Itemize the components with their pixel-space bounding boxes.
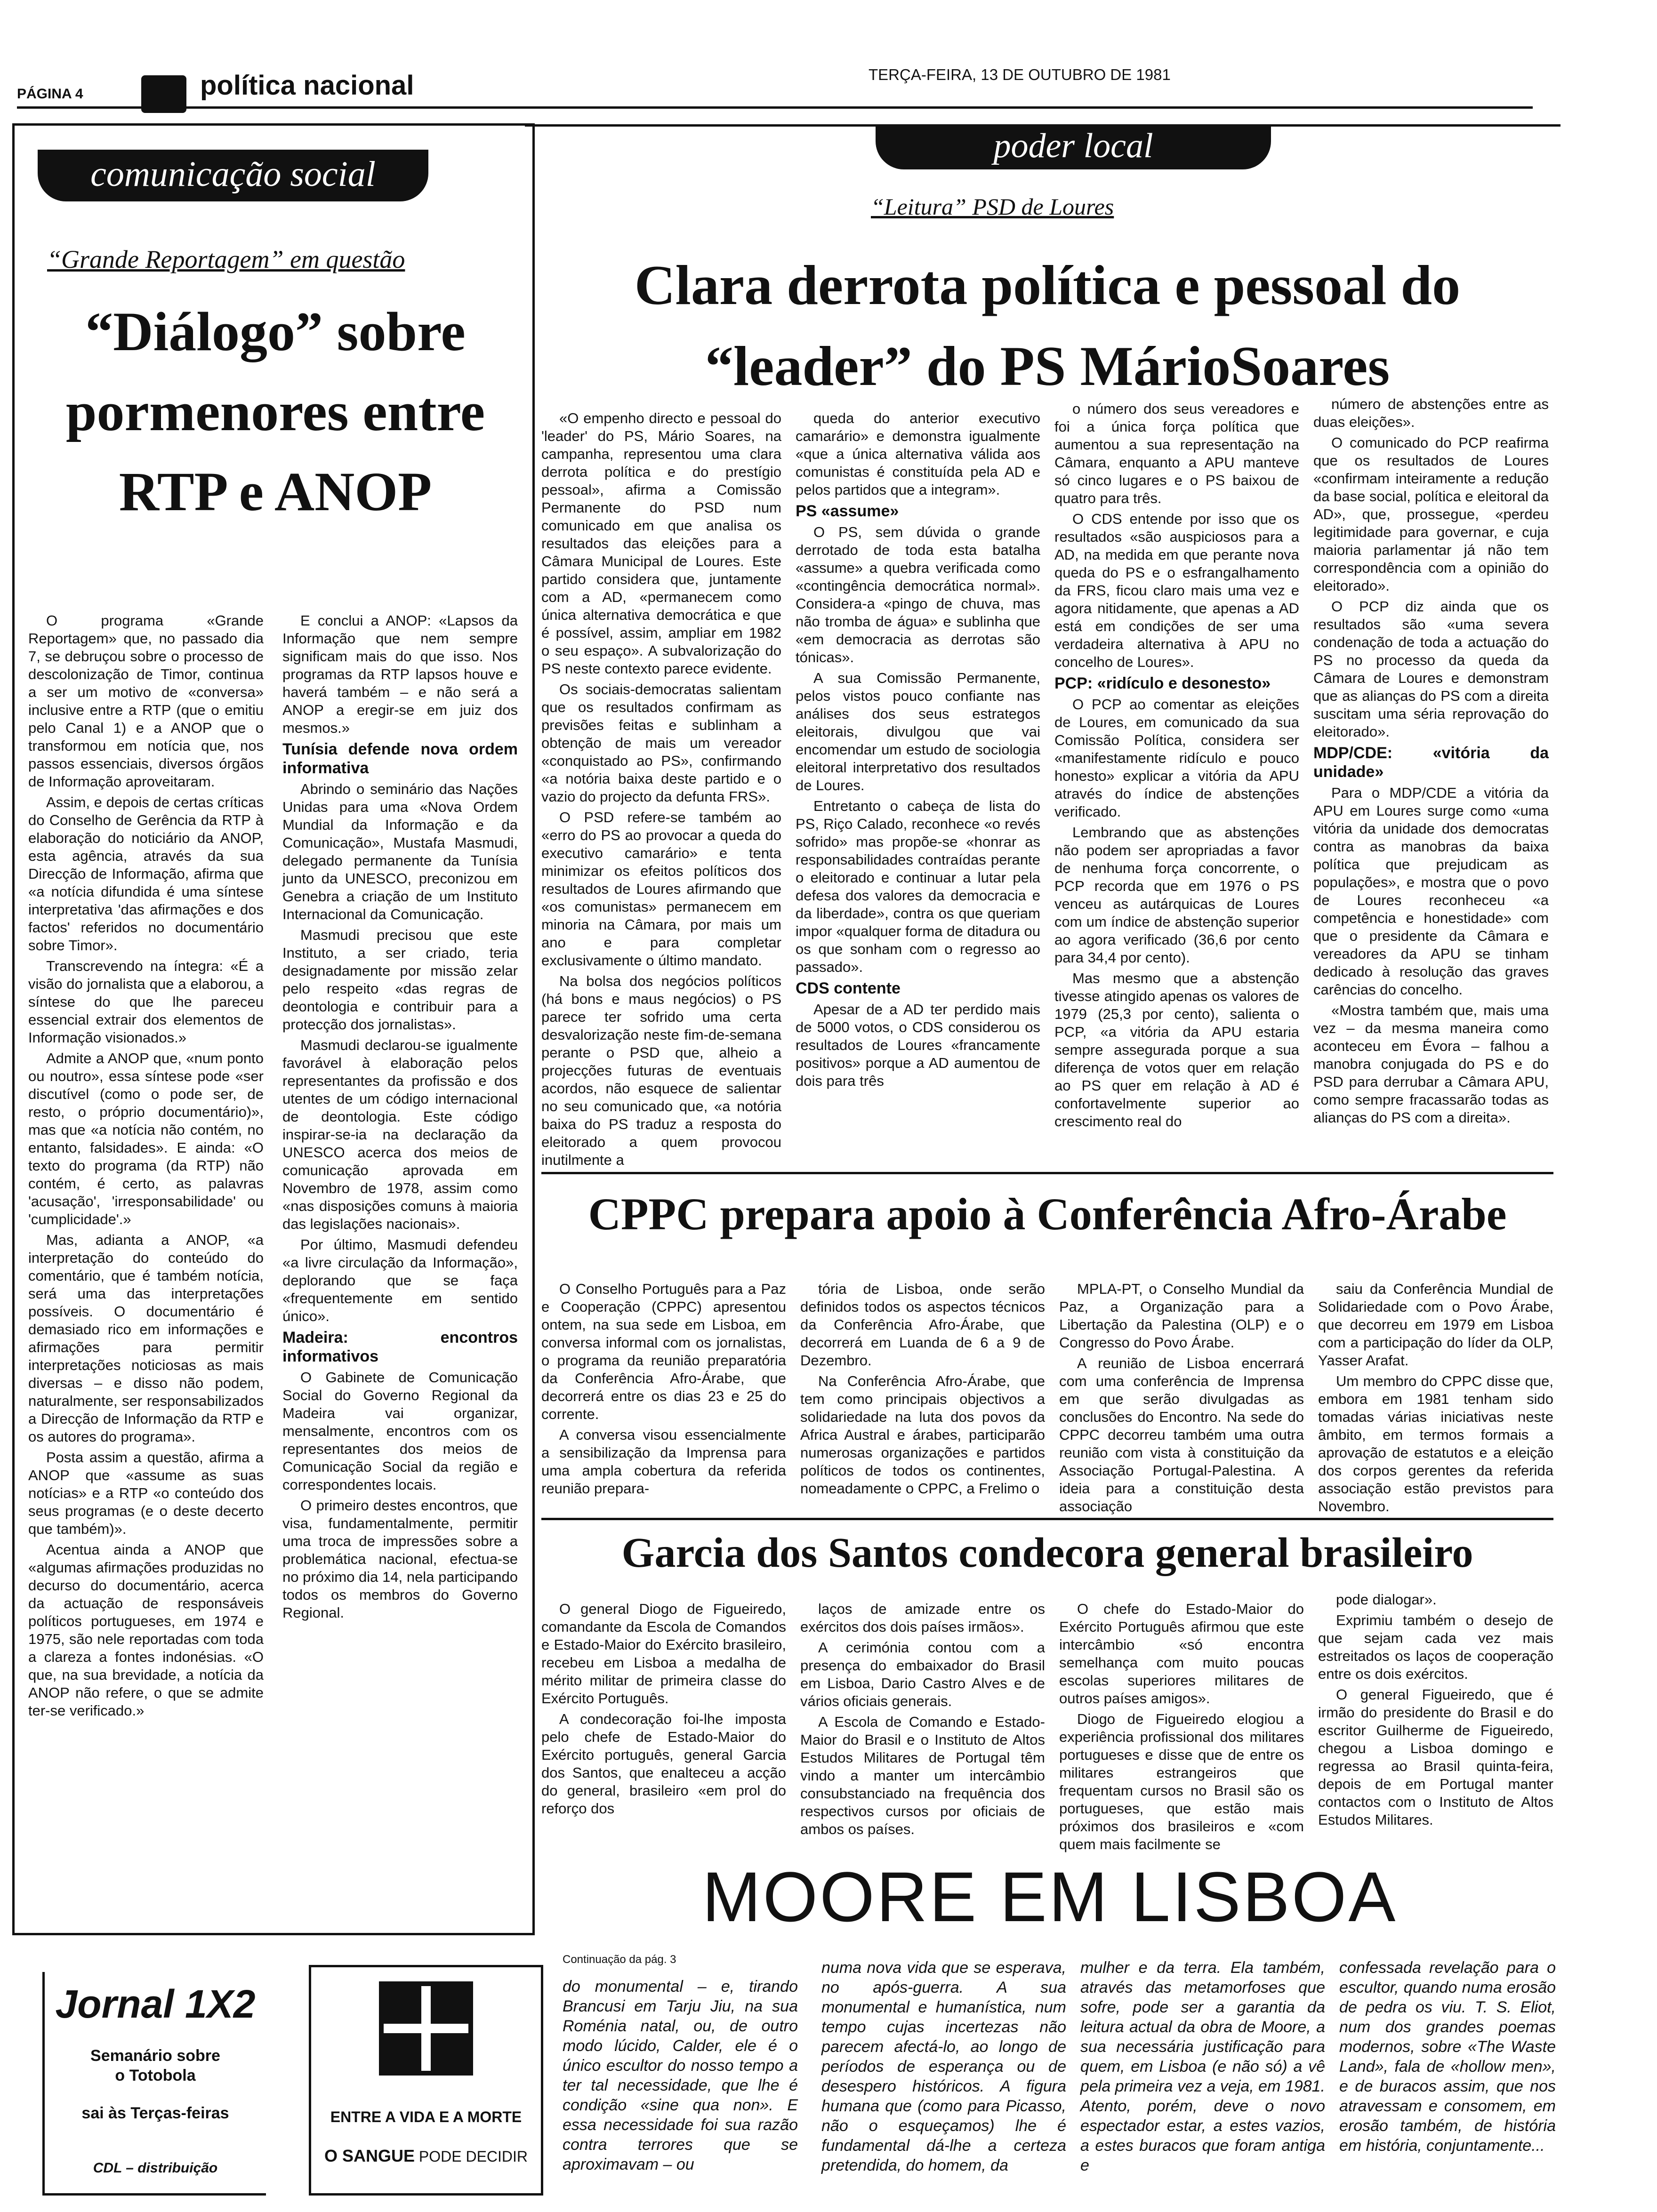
paragraph: Posta assim a questão, afirma a ANOP que «assume as suas notícias» e a RTP «o conteúdo dos seus programas (e o deste decerto que também)». — [28, 1449, 264, 1537]
paragraph: pode dialogar». — [1336, 1591, 1437, 1608]
paragraph: O primeiro destes encontros, que visa, fundamentalmente, permitir uma troca de impressões sobre a problemática nacional, efectua-se no próximo dia 14, nela participando todos os membros do Governo Regional. — [282, 1497, 518, 1621]
paragraph: mulher e da terra. Ela também, através das metamorfoses que sofre, pode ser a garantia da leitura actual da obra de Moore, a sua necessária justificação para quem, em Lisboa (e não só) a vê pela primeira vez a veja, em 1981. Atento, porém, deve o novo espectador estar, a estes vazios, a estes buracos que foram antiga e — [1080, 1959, 1325, 2174]
left-frame-left — [12, 123, 15, 1935]
masthead-rule — [17, 106, 1533, 109]
paragraph: O PCP ao comentar as eleições de Loures, em comunicado da sua Comissão Política, considera ser «manifestamente ridículo e pouco honesto» explicar a vitória da APU através do índice de abstenções verificado. — [1054, 696, 1299, 820]
left-frame-top — [12, 123, 535, 126]
article-loures-col1 — [541, 409, 781, 1172]
paragraph: A reunião de Lisboa encerrará com uma conferência de Imprensa em que serão divulgadas as conclusões do Encontro. Na sede do CPPC decorreu também uma outra reunião com vista à constituição da Associação Portugal-Palestina. A ideia para a constituição desta associação — [1059, 1355, 1304, 1515]
kicker-leitura-psd: “Leitura” PSD de Loures — [871, 193, 1114, 220]
headline-moore: MOORE EM LISBOA — [702, 1857, 1398, 1936]
cppc-top-rule — [541, 1172, 1553, 1174]
paragraph: Mas mesmo que a abstenção tivesse atingido apenas os valores de 1979 (25,3 por cento), salienta o PCP, «a vitória da APU estaria sempre assegurada porque a sua diferença de votos quer em relação ao PS quer em relação à AD é confortavelmente superior ao crescimento real do — [1054, 970, 1299, 1130]
article-dialogo-col2 — [282, 612, 518, 1625]
section-banner-comunicacao: comunicação social — [38, 150, 428, 201]
article-cppc-col4 — [1318, 1280, 1553, 1518]
paragraph: saiu da Conferência Mundial de Solidariedade com o Povo Árabe, que decorreu em 1979 em Lisboa com a participação do líder da OLP, Yasser Arafat. — [1318, 1281, 1553, 1369]
paragraph: A sua Comissão Permanente, pelos vistos pouco confiante nas análises dos seus estrategos eleitorais, divulgou que vai encomendar um estudo de sociologia eleitoral interpretativo dos resultados de Loures. — [796, 670, 1040, 793]
article-loures-col4 — [1313, 395, 1549, 1130]
article-garcia-col1 — [541, 1600, 786, 1820]
headline-garcia: Garcia dos Santos condecora general brasileiro — [621, 1530, 1473, 1576]
paragraph: O Gabinete de Comunicação Social do Governo Regional da Madeira vai organizar, mensalmente, encontros com os representantes dos meios de Comunicação Social da região e correspondentes locais. — [282, 1369, 518, 1493]
kicker-grande-reportagem: “Grande Reportagem” em questão — [47, 245, 405, 273]
ad-blood-line1: ENTRE A VIDA E A MORTE — [330, 2108, 522, 2125]
paragraph: E conclui a ANOP: «Lapsos da Informação que nem sempre significam mais do que isso. Nos programas da RTP lapsos houve e haverá também – e não será a ANOP a eregir-se em juiz dos mesmos.» — [282, 612, 518, 736]
paragraph: O Conselho Português para a Paz e Cooperação (CPPC) apresentou ontem, na sua sede em Lisboa, em conversa informal com os jornalistas, o programa da reunião preparatória da Conferência Afro-Árabe, que decorrerá entre os dias 23 e 25 do corrente. — [541, 1281, 786, 1422]
section-title: política nacional — [200, 70, 414, 101]
subhead-madeira: Madeira: encontros informativos — [282, 1329, 518, 1365]
ad-blood-donation — [309, 1965, 543, 2196]
article-moore-col1 — [563, 1977, 798, 2177]
headline-dialogo: “Diálogo” sobre pormenores entre RTP e ANOP — [65, 301, 485, 522]
paragraph: A cerimónia contou com a presença do embaixador do Brasil em Lisboa, Dario Castro Alves e de vários oficiais generais. — [800, 1639, 1045, 1709]
article-garcia-col4 — [1318, 1591, 1553, 1832]
headline-clara-derrota: Clara derrota política e pessoal do “leader” do PS MárioSoares — [634, 254, 1461, 397]
paragraph: O chefe do Estado-Maior do Exército Português afirmou que este intercâmbio «só encontra semelhança com muito poucas escolas superiores militares de outros países amigos». — [1059, 1601, 1304, 1707]
paragraph: Masmudi declarou-se igualmente favorável à elaboração pelos representantes da profissão e dos utentes de um código internacional de deontologia. Este código inspirar-se-ia na declaração da UNESCO acerca dos meios de comunicação aprovada em Novembro de 1978, assim como «nas disposições comuns à maioria das legislações nacionais». — [282, 1037, 518, 1232]
garcia-top-rule — [541, 1518, 1553, 1520]
article-loures-col3 — [1054, 400, 1299, 1133]
article-garcia-col2 — [800, 1600, 1045, 1841]
ad-jornal-days: sai às Terças-feiras — [81, 2104, 229, 2122]
paragraph: Assim, e depois de certas críticas do Conselho de Gerência da RTP à elaboração do noticiário da ANOP, esta agência, através da sua Direcção de Informação, afirma que «a notícia difundida é uma síntese interpretativa 'das afirmações e dos factos' referidos no documentário sobre Timor». — [28, 794, 264, 954]
ad-jornal-title: Jornal 1X2 — [55, 1982, 256, 2026]
headline-cppc: CPPC prepara apoio à Conferência Afro-Árabe — [588, 1189, 1507, 1239]
paragraph: Entretanto o cabeça de lista do PS, Riço Calado, reconhece «o revés sofrido» mas propõe-se «honrar as responsabilidades contraídas perante o eleitorado e continuar a lutar pela defesa dos valores da democracia e da liberdade», contra os que queriam impor «qualquer forma de ditadura ou os que sonham com o regresso ao passado». — [796, 798, 1040, 975]
paragraph: «O empenho directo e pessoal do 'leader' do PS, Mário Soares, na campanha, representou uma clara derrota política e do prestígio pessoal», afirma a Comissão Permanente do PSD num comunicado em que analisa os resultados das eleições para a Câmara Municipal de Loures. Este partido considera que, juntamente com a AD, «permanecem como única alternativa democrática e que é possível, assim, ampliar em 1982 o seu espaço». A subvalorização do PS neste contexto parece evidente. — [541, 410, 781, 677]
continuation-note: Continuação da pág. 3 — [563, 1953, 676, 1966]
ad-jornal-1x2 — [42, 1972, 266, 2196]
paragraph: Na Conferência Afro-Árabe, que tem como principais objectivos a solidariedade na luta dos povos da Africa Austral e árabes, participarão numerosas organizações e partidos políticos de todos os continentes, nomeadamente o CPPC, a Frelimo o — [800, 1373, 1045, 1497]
ad-jornal-footer: CDL – distribuição — [93, 2160, 218, 2176]
paragraph: A conversa visou essencialmente a sensibilização da Imprensa para uma ampla cobertura da referida reunião prepara- — [541, 1427, 786, 1497]
paragraph: Os sociais-democratas salientam que os resultados confirmam as previsões feitas e sublinham a obtenção de mais um vereador «conquistado ao PS», confirmando «a notória baixa deste partido e o vazio do projecto da defunta FRS». — [541, 681, 781, 805]
ad-blood-line2-rest: PODE DECIDIR — [415, 2148, 528, 2165]
article-moore-col3 — [1080, 1958, 1325, 2178]
paragraph: laços de amizade entre os exércitos dos dois países irmãos». — [800, 1601, 1045, 1635]
paragraph: Um membro do CPPC disse que, embora em 1981 tenham sido tomadas várias iniciativas neste âmbito, em termos formais a aprovação de estatutos e a eleição dos corpos gerentes da referida associação estão previstos para Novembro. — [1318, 1373, 1553, 1515]
subhead-pcp: PCP: «ridículo e desonesto» — [1054, 674, 1271, 692]
paragraph: «Mostra também que, mais uma vez – da mesma maneira como aconteceu em Évora – falhou a manobra conjugada do PS e do PSD para derrubar a Câmara APU, como sempre fracassarão todas as alianças do PS com a direita». — [1313, 1002, 1549, 1126]
issue-date: TERÇA-FEIRA, 13 DE OUTUBRO DE 1981 — [869, 66, 1171, 83]
paragraph: O general Diogo de Figueiredo, comandante da Escola de Comandos e Estado-Maior do Exército brasileiro, recebeu em Lisboa a medalha de mérito militar de primeira classe do Exército Português. — [541, 1601, 786, 1707]
left-frame-right — [532, 123, 535, 1935]
paragraph: número de abstenções entre as duas eleições». — [1313, 396, 1549, 430]
paragraph: Acentua ainda a ANOP que «algumas afirmações produzidas no decurso do documentário, acerca da actuação de responsáveis políticos portugueses, em 1974 e 1975, são nele reportadas com toda a clareza a fontes indonésias. «O que, na sua brevidade, a notícia da ANOP não refere, o que se admite ter-se verificado.» — [28, 1541, 264, 1719]
paragraph: Para o MDP/CDE a vitória da APU em Loures surge como «uma vitória da unidade dos democratas contra as manobras da baixa política que prejudicam as populações», e mostra que o povo de Loures reconheceu «a competência e honestidade» com que o presidente da Câmara e vereadores da APU se tinham dedicado à resolução das graves carências do concelho. — [1313, 785, 1549, 998]
paragraph: Lembrando que as abstenções não podem ser apropriadas a favor de nenhuma força concorrente, o PCP recorda que em 1976 o PS venceu as autárquicas de Loures com um índice de abstenção superior ao agora verificado (36,6 por cento para 34,4 por cento). — [1054, 824, 1299, 966]
paragraph: o número dos seus vereadores e foi a única força política que aumentou a sua representação na Câmara, enquanto a APU manteve só cinco lugares e o PS baixou de quatro para três. — [1054, 401, 1299, 506]
paragraph: Na bolsa dos negócios políticos (há bons e maus negócios) o PS parece ter sofrido uma certa desvalorização neste fim-de-semana perante o PSD que, alheio a projecções futuras de eventuais acordos, não esquece de salientar no seu comunicado que, «a notória baixa do PS traduz a resposta do eleitorado a quem provocou inutilmente a — [541, 973, 781, 1168]
paragraph: Mas, adianta a ANOP, «a interpretação do conteúdo do comentário, que é também notícia, será uma das interpretações possíveis. O documentário é demasiado rico em informações e afirmações para permitir interpretações noticiosas as mais diversas – e disso não podem, naturalmente, ser responsabilizados a Direcção de Informação da RTP e os autores do programa». — [28, 1232, 264, 1445]
subhead-ps-assume: PS «assume» — [796, 502, 899, 520]
article-moore-col4 — [1339, 1958, 1556, 2158]
article-cppc-col2 — [800, 1280, 1045, 1500]
paragraph: A Escola de Comando e Estado-Maior do Brasil e o Instituto de Altos Estudos Militares de Portugal têm vindo a manter um intercâmbio consubstanciado na frequência dos respectivos cursos por oficiais de ambos os países. — [800, 1714, 1045, 1837]
article-garcia-col3 — [1059, 1600, 1304, 1856]
paragraph: Transcrevendo na íntegra: «É a visão do jornalista que a elaborou, a síntese do que lhe pareceu essencial extrair dos elementos de Informação visionados.» — [28, 958, 264, 1046]
paragraph: O PCP diz ainda que os resultados são «uma severa condenação de toda a actuação do PS no processo da queda da Câmara de Loures e demonstram que as alianças do PS com a direita suscitam uma séria reprovação do eleitorado». — [1313, 598, 1549, 740]
paragraph: confessada revelação para o escultor, quando numa erosão de pedra os viu. T. S. Eliot, num dos grandes poemas modernos, sobre «The Waste Land», fala de «hollow men», e de buracos assim, que nos atravessam e consomem, em erosão também, de história em história, conjuntamente... — [1339, 1959, 1556, 2155]
paragraph: O CDS entende por isso que os resultados «são auspiciosos para a AD, na medida em que perante nova queda do PS e o esfrangalhamento da FRS, ficou claro mais uma vez e agora nitidamente, que apenas a AD está em condições de ser uma verdadeira alternativa à APU no concelho de Loures». — [1054, 511, 1299, 670]
paragraph: Diogo de Figueiredo elogiou a experiência profissional dos militares portugueses e disse que de entre os militares estrangeiros que frequentam cursos no Brasil são os portugueses, que estão mais próximos dos brasileiros e «com quem mais facilmente se — [1059, 1711, 1304, 1852]
cross-logo-icon — [379, 1981, 473, 2076]
paragraph: O PSD refere-se também ao «erro do PS ao provocar a queda do executivo camarário» e tenta minimizar os efeitos políticos dos resultados de Loures afirmando que «os comunistas» permanecem em minoria na Câmara, por mais um ano e para completar exclusivamente o último mandato. — [541, 809, 781, 969]
subhead-mdp-cde: MDP/CDE: «vitória da unidade» — [1313, 744, 1549, 781]
section-banner-poder-local: poder local — [876, 125, 1271, 169]
paragraph: numa nova vida que se esperava, no após-guerra. A sua monumental e humanística, num tempo cujas incertezas não parecem afectá-lo, ao longo de períodos de esperança ou de desespero históricos. A figura humana que (como para Picasso, não o esqueçamos) lhe é fundamental dá-lhe a certeza pretendida, do homem, da — [821, 1959, 1066, 2174]
left-frame-bottom — [12, 1933, 535, 1935]
paragraph: Apesar de a AD ter perdido mais de 5000 votos, o CDS considerou os resultados de Loures «francamente positivos» porque a AD aumentou de dois para três — [796, 1001, 1040, 1089]
article-dialogo-col1 — [28, 612, 264, 1723]
ad-blood-line2-bold: O SANGUE — [324, 2146, 415, 2165]
subhead-cds-contente: CDS contente — [796, 979, 901, 997]
ad-jornal-subtitle: Semanário sobre o Totobola — [90, 2047, 220, 2084]
subhead-tunisia: Tunísia defende nova ordem informativa — [282, 740, 518, 777]
paragraph: MPLA-PT, o Conselho Mundial da Paz, a Organização para a Libertação da Palestina (OLP) e o Congresso do Povo Árabe. — [1059, 1281, 1304, 1351]
paragraph: queda do anterior executivo camarário» e demonstra igualmente «que a única alternativa válida aos comunistas é constituída pela AD e pelos partidos que a integram». — [796, 410, 1040, 498]
article-cppc-col3 — [1059, 1280, 1304, 1518]
paragraph: Por último, Masmudi defendeu «a livre circulação da Informação», deplorando que se faça «frequentemente em sentido único». — [282, 1236, 518, 1324]
paragraph: Abrindo o seminário das Nações Unidas para uma «Nova Ordem Mundial da Informação e da Comunicação», Mustafa Masmudi, delegado permanente da Tunísia junto da UNESCO, preconizou em Genebra a criação de um Instituto Internacional da Comunicação. — [282, 781, 518, 922]
paragraph: A condecoração foi-lhe imposta pelo chefe de Estado-Maior do Exército português, general Garcia dos Santos, que enalteceu a acção do general, brasileiro «em prol do reforço dos — [541, 1711, 786, 1817]
paragraph: do monumental – e, tirando Brancusi em Tarju Jiu, na sua Roménia natal, ou, de outro modo lúcido, Calder, ele é o único escultor do nosso tempo a ter tal necessidade, que lhe é condição «sine qua non». E essa necessidade foi sua razão contra terrores que se aproximavam – ou — [563, 1978, 798, 2173]
paragraph: O programa «Grande Reportagem» que, no passado dia 7, se debruçou sobre o processo de descolonização de Timor, continua a ser um motivo de «conversa» inclusive entre a RTP (que o emitiu pelo Canal 1) e a ANOP que o transformou em notícia que, nos passos essenciais, diversos órgãos de Informação aproveitaram. — [28, 612, 264, 790]
article-loures-col2 — [796, 409, 1040, 1093]
page-label: PÁGINA 4 — [17, 86, 83, 102]
paragraph: tória de Lisboa, onde serão definidos todos os aspectos técnicos da Conferência Afro-Árabe, que decorrerá em Luanda de 6 a 9 de Dezembro. — [800, 1281, 1045, 1369]
article-moore-col2 — [821, 1958, 1066, 2178]
ad-blood-line2 — [311, 2146, 541, 2166]
paragraph: O PS, sem dúvida o grande derrotado de toda esta batalha «assume» a quebra verificada como «contingência democrática normal». Considera-a «pingo de chuva, mas não tromba de água» e sublinha que «em democracia as derrotas são tónicas». — [796, 524, 1040, 665]
paragraph: Masmudi precisou que este Instituto, a ser criado, teria designadamente por missão zelar pelo respeito «das regras de deontologia e contribuir para a protecção dos jornalistas». — [282, 927, 518, 1033]
article-cppc-col1 — [541, 1280, 786, 1500]
paragraph: O comunicado do PCP reafirma que os resultados de Loures «confirmam inteiramente a redução da base social, política e eleitoral da AD», que, prossegue, «perdeu legitimidade para governar, e cuja maioria parlamentar já não tem correspondência com a opinião do eleitorado». — [1313, 434, 1549, 594]
paragraph: O general Figueiredo, que é irmão do presidente do Brasil e do escritor Guilherme de Figueiredo, chegou a Lisboa domingo e regressa ao Brasil quinta-feira, depois de em Portugal manter contactos com o Instituto de Altos Estudos Militares. — [1318, 1686, 1553, 1828]
paragraph: Exprimiu também o desejo de que sejam cada vez mais estreitados os laços de cooperação entre os dois exércitos. — [1318, 1612, 1553, 1682]
paragraph: Admite a ANOP que, «num ponto ou noutro», essa síntese pode «ser discutível (como o pode ser, de resto, o próprio documentário)», mas que «a notícia não contém, no entanto, falsidades». E ainda: «O texto do programa (da RTP) não contém, é certo, as palavras 'acusação', 'irresponsabilidade' ou 'cumplicidade'.» — [28, 1050, 264, 1227]
